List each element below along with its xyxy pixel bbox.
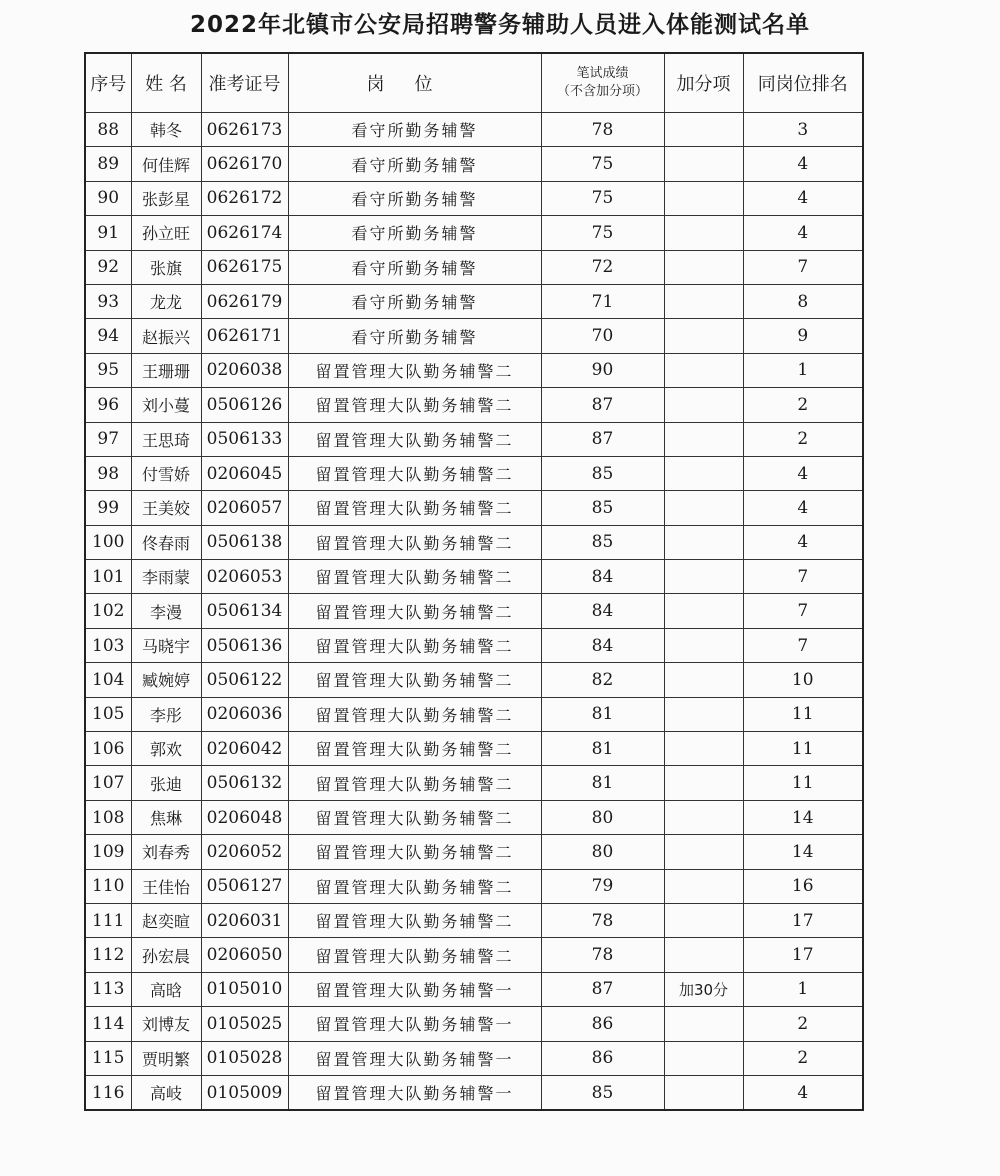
cell-bonus [664, 628, 743, 662]
cell-seq: 98 [85, 456, 131, 490]
cell-position: 留置管理大队勤务辅警二 [288, 800, 541, 834]
cell-exam-id: 0626174 [201, 216, 288, 250]
cell-rank: 2 [743, 1007, 863, 1041]
cell-seq: 92 [85, 250, 131, 284]
cell-exam-id: 0626170 [201, 147, 288, 181]
cell-bonus [664, 560, 743, 594]
cell-name: 焦琳 [131, 800, 201, 834]
table-row [85, 525, 863, 559]
cell-position: 看守所勤务辅警 [288, 181, 541, 215]
cell-score: 72 [541, 250, 664, 284]
cell-exam-id: 0105010 [201, 972, 288, 1006]
table-row [85, 938, 863, 972]
cell-rank: 17 [743, 938, 863, 972]
cell-exam-id: 0206038 [201, 353, 288, 387]
table-row [85, 147, 863, 181]
cell-position: 留置管理大队勤务辅警二 [288, 732, 541, 766]
cell-position: 留置管理大队勤务辅警二 [288, 869, 541, 903]
cell-exam-id: 0626179 [201, 284, 288, 318]
cell-position: 留置管理大队勤务辅警二 [288, 628, 541, 662]
cell-name: 李彤 [131, 697, 201, 731]
cell-name: 张迪 [131, 766, 201, 800]
cell-bonus [664, 388, 743, 422]
cell-seq: 115 [85, 1041, 131, 1075]
table-row [85, 181, 863, 215]
cell-score: 90 [541, 353, 664, 387]
cell-exam-id: 0206045 [201, 456, 288, 490]
table-row [85, 560, 863, 594]
header-rank: 同岗位排名 [743, 53, 863, 113]
cell-name: 孙立旺 [131, 216, 201, 250]
cell-score: 75 [541, 181, 664, 215]
table-row [85, 800, 863, 834]
cell-rank: 14 [743, 835, 863, 869]
cell-position: 留置管理大队勤务辅警二 [288, 594, 541, 628]
cell-exam-id: 0206050 [201, 938, 288, 972]
header-score-line1: 笔试成绩 [576, 66, 629, 81]
header-bonus: 加分项 [664, 53, 743, 113]
cell-seq: 93 [85, 284, 131, 318]
cell-name: 何佳辉 [131, 147, 201, 181]
cell-score: 81 [541, 766, 664, 800]
table-body [85, 113, 863, 1111]
table-row [85, 697, 863, 731]
cell-score: 87 [541, 388, 664, 422]
cell-bonus [664, 1007, 743, 1041]
cell-position: 留置管理大队勤务辅警二 [288, 835, 541, 869]
cell-seq: 114 [85, 1007, 131, 1041]
cell-bonus [664, 835, 743, 869]
cell-seq: 103 [85, 628, 131, 662]
cell-position: 留置管理大队勤务辅警二 [288, 388, 541, 422]
table-row [85, 1007, 863, 1041]
table-row [85, 422, 863, 456]
cell-seq: 109 [85, 835, 131, 869]
cell-score: 80 [541, 835, 664, 869]
cell-seq: 95 [85, 353, 131, 387]
cell-score: 87 [541, 972, 664, 1006]
table-row [85, 972, 863, 1006]
cell-position: 看守所勤务辅警 [288, 284, 541, 318]
cell-exam-id: 0506122 [201, 663, 288, 697]
cell-name: 李雨蒙 [131, 560, 201, 594]
cell-bonus [664, 594, 743, 628]
cell-name: 张旗 [131, 250, 201, 284]
cell-position: 留置管理大队勤务辅警一 [288, 1075, 541, 1110]
cell-bonus [664, 216, 743, 250]
cell-rank: 11 [743, 732, 863, 766]
cell-position: 看守所勤务辅警 [288, 319, 541, 353]
cell-score: 86 [541, 1007, 664, 1041]
cell-bonus [664, 1075, 743, 1110]
cell-bonus [664, 181, 743, 215]
header-score-line2: （不含加分项） [556, 84, 648, 99]
table-row [85, 388, 863, 422]
candidate-table [84, 52, 864, 1111]
cell-name: 高岐 [131, 1075, 201, 1110]
cell-position: 看守所勤务辅警 [288, 216, 541, 250]
cell-score: 81 [541, 732, 664, 766]
cell-position: 留置管理大队勤务辅警二 [288, 491, 541, 525]
cell-score: 78 [541, 938, 664, 972]
cell-seq: 88 [85, 113, 131, 147]
cell-bonus [664, 766, 743, 800]
cell-seq: 91 [85, 216, 131, 250]
cell-position: 看守所勤务辅警 [288, 113, 541, 147]
cell-score: 75 [541, 147, 664, 181]
cell-exam-id: 0506133 [201, 422, 288, 456]
cell-rank: 4 [743, 181, 863, 215]
cell-rank: 11 [743, 697, 863, 731]
cell-seq: 113 [85, 972, 131, 1006]
cell-bonus [664, 113, 743, 147]
cell-rank: 4 [743, 216, 863, 250]
cell-exam-id: 0105025 [201, 1007, 288, 1041]
cell-exam-id: 0506134 [201, 594, 288, 628]
cell-exam-id: 0506132 [201, 766, 288, 800]
cell-seq: 102 [85, 594, 131, 628]
cell-bonus [664, 284, 743, 318]
cell-score: 82 [541, 663, 664, 697]
cell-exam-id: 0105009 [201, 1075, 288, 1110]
cell-name: 马晓宇 [131, 628, 201, 662]
cell-score: 80 [541, 800, 664, 834]
cell-score: 78 [541, 113, 664, 147]
cell-name: 刘小蔓 [131, 388, 201, 422]
table-row [85, 594, 863, 628]
header-name: 姓 名 [131, 53, 201, 113]
cell-exam-id: 0206052 [201, 835, 288, 869]
cell-name: 郭欢 [131, 732, 201, 766]
cell-rank: 11 [743, 766, 863, 800]
table-row [85, 766, 863, 800]
cell-score: 85 [541, 456, 664, 490]
cell-rank: 16 [743, 869, 863, 903]
cell-name: 张彭星 [131, 181, 201, 215]
cell-seq: 105 [85, 697, 131, 731]
cell-position: 留置管理大队勤务辅警二 [288, 766, 541, 800]
cell-seq: 96 [85, 388, 131, 422]
cell-rank: 7 [743, 250, 863, 284]
cell-score: 79 [541, 869, 664, 903]
cell-name: 王珊珊 [131, 353, 201, 387]
cell-rank: 4 [743, 491, 863, 525]
table-row [85, 456, 863, 490]
cell-score: 85 [541, 525, 664, 559]
cell-rank: 4 [743, 1075, 863, 1110]
cell-bonus [664, 147, 743, 181]
cell-score: 84 [541, 594, 664, 628]
table-row [85, 353, 863, 387]
cell-name: 赵奕暄 [131, 903, 201, 937]
cell-rank: 17 [743, 903, 863, 937]
cell-bonus [664, 1041, 743, 1075]
cell-rank: 8 [743, 284, 863, 318]
table-row [85, 284, 863, 318]
table-row [85, 216, 863, 250]
cell-bonus [664, 903, 743, 937]
cell-name: 付雪娇 [131, 456, 201, 490]
cell-rank: 2 [743, 422, 863, 456]
cell-exam-id: 0206057 [201, 491, 288, 525]
cell-bonus [664, 525, 743, 559]
cell-bonus [664, 422, 743, 456]
header-seq: 序号 [85, 53, 131, 113]
cell-seq: 107 [85, 766, 131, 800]
table-row [85, 491, 863, 525]
header-position: 岗位 [288, 53, 541, 113]
table-row [85, 1041, 863, 1075]
cell-exam-id: 0206031 [201, 903, 288, 937]
cell-rank: 1 [743, 972, 863, 1006]
cell-rank: 7 [743, 628, 863, 662]
cell-bonus [664, 456, 743, 490]
cell-name: 臧婉婷 [131, 663, 201, 697]
cell-bonus [664, 319, 743, 353]
cell-position: 留置管理大队勤务辅警二 [288, 560, 541, 594]
cell-bonus [664, 869, 743, 903]
table-row [85, 1075, 863, 1110]
cell-score: 70 [541, 319, 664, 353]
cell-name: 王佳怡 [131, 869, 201, 903]
cell-name: 高晗 [131, 972, 201, 1006]
cell-position: 留置管理大队勤务辅警二 [288, 525, 541, 559]
cell-exam-id: 0206036 [201, 697, 288, 731]
header-row [85, 53, 863, 113]
cell-rank: 2 [743, 388, 863, 422]
cell-seq: 99 [85, 491, 131, 525]
cell-position: 留置管理大队勤务辅警二 [288, 938, 541, 972]
cell-rank: 3 [743, 113, 863, 147]
header-score [541, 53, 664, 113]
cell-rank: 7 [743, 594, 863, 628]
cell-exam-id: 0206053 [201, 560, 288, 594]
cell-score: 78 [541, 903, 664, 937]
table-row [85, 250, 863, 284]
cell-position: 看守所勤务辅警 [288, 250, 541, 284]
cell-exam-id: 0506136 [201, 628, 288, 662]
cell-exam-id: 0506126 [201, 388, 288, 422]
table-row [85, 628, 863, 662]
cell-position: 留置管理大队勤务辅警一 [288, 1041, 541, 1075]
cell-rank: 14 [743, 800, 863, 834]
cell-name: 刘博友 [131, 1007, 201, 1041]
cell-rank: 2 [743, 1041, 863, 1075]
cell-position: 留置管理大队勤务辅警二 [288, 456, 541, 490]
cell-position: 留置管理大队勤务辅警二 [288, 422, 541, 456]
cell-position: 留置管理大队勤务辅警二 [288, 663, 541, 697]
cell-rank: 4 [743, 525, 863, 559]
cell-bonus [664, 353, 743, 387]
cell-position: 留置管理大队勤务辅警一 [288, 972, 541, 1006]
cell-rank: 1 [743, 353, 863, 387]
cell-bonus [664, 697, 743, 731]
table-row [85, 663, 863, 697]
cell-score: 87 [541, 422, 664, 456]
cell-exam-id: 0206042 [201, 732, 288, 766]
cell-score: 85 [541, 1075, 664, 1110]
cell-rank: 10 [743, 663, 863, 697]
cell-exam-id: 0105028 [201, 1041, 288, 1075]
cell-position: 看守所勤务辅警 [288, 147, 541, 181]
cell-seq: 111 [85, 903, 131, 937]
cell-rank: 4 [743, 147, 863, 181]
cell-bonus: 加30分 [664, 972, 743, 1006]
cell-bonus [664, 250, 743, 284]
cell-exam-id: 0626173 [201, 113, 288, 147]
cell-name: 孙宏晨 [131, 938, 201, 972]
cell-bonus [664, 491, 743, 525]
cell-position: 留置管理大队勤务辅警二 [288, 697, 541, 731]
table-row [85, 113, 863, 147]
cell-name: 王思琦 [131, 422, 201, 456]
cell-exam-id: 0626171 [201, 319, 288, 353]
cell-bonus [664, 663, 743, 697]
cell-name: 韩冬 [131, 113, 201, 147]
cell-score: 85 [541, 491, 664, 525]
cell-rank: 9 [743, 319, 863, 353]
cell-position: 留置管理大队勤务辅警一 [288, 1007, 541, 1041]
cell-exam-id: 0626172 [201, 181, 288, 215]
cell-seq: 116 [85, 1075, 131, 1110]
cell-seq: 97 [85, 422, 131, 456]
document-title: 2022年北镇市公安局招聘警务辅助人员进入体能测试名单 [189, 12, 810, 38]
table-row [85, 869, 863, 903]
cell-seq: 89 [85, 147, 131, 181]
cell-seq: 101 [85, 560, 131, 594]
cell-score: 84 [541, 628, 664, 662]
cell-seq: 94 [85, 319, 131, 353]
cell-seq: 106 [85, 732, 131, 766]
cell-name: 贾明繁 [131, 1041, 201, 1075]
table-row [85, 835, 863, 869]
cell-exam-id: 0206048 [201, 800, 288, 834]
cell-seq: 112 [85, 938, 131, 972]
cell-rank: 7 [743, 560, 863, 594]
cell-score: 86 [541, 1041, 664, 1075]
cell-name: 李漫 [131, 594, 201, 628]
cell-seq: 90 [85, 181, 131, 215]
cell-name: 刘春秀 [131, 835, 201, 869]
cell-seq: 110 [85, 869, 131, 903]
cell-seq: 104 [85, 663, 131, 697]
cell-position: 留置管理大队勤务辅警二 [288, 903, 541, 937]
cell-bonus [664, 732, 743, 766]
cell-rank: 4 [743, 456, 863, 490]
cell-exam-id: 0506138 [201, 525, 288, 559]
cell-exam-id: 0626175 [201, 250, 288, 284]
cell-score: 71 [541, 284, 664, 318]
cell-seq: 108 [85, 800, 131, 834]
cell-position: 留置管理大队勤务辅警二 [288, 353, 541, 387]
table-row [85, 319, 863, 353]
cell-name: 赵振兴 [131, 319, 201, 353]
cell-name: 佟春雨 [131, 525, 201, 559]
cell-exam-id: 0506127 [201, 869, 288, 903]
table-row [85, 732, 863, 766]
cell-score: 81 [541, 697, 664, 731]
cell-name: 王美姣 [131, 491, 201, 525]
cell-bonus [664, 938, 743, 972]
cell-seq: 100 [85, 525, 131, 559]
table-row [85, 903, 863, 937]
cell-score: 84 [541, 560, 664, 594]
header-exam-id: 准考证号 [201, 53, 288, 113]
cell-score: 75 [541, 216, 664, 250]
cell-bonus [664, 800, 743, 834]
cell-name: 龙龙 [131, 284, 201, 318]
